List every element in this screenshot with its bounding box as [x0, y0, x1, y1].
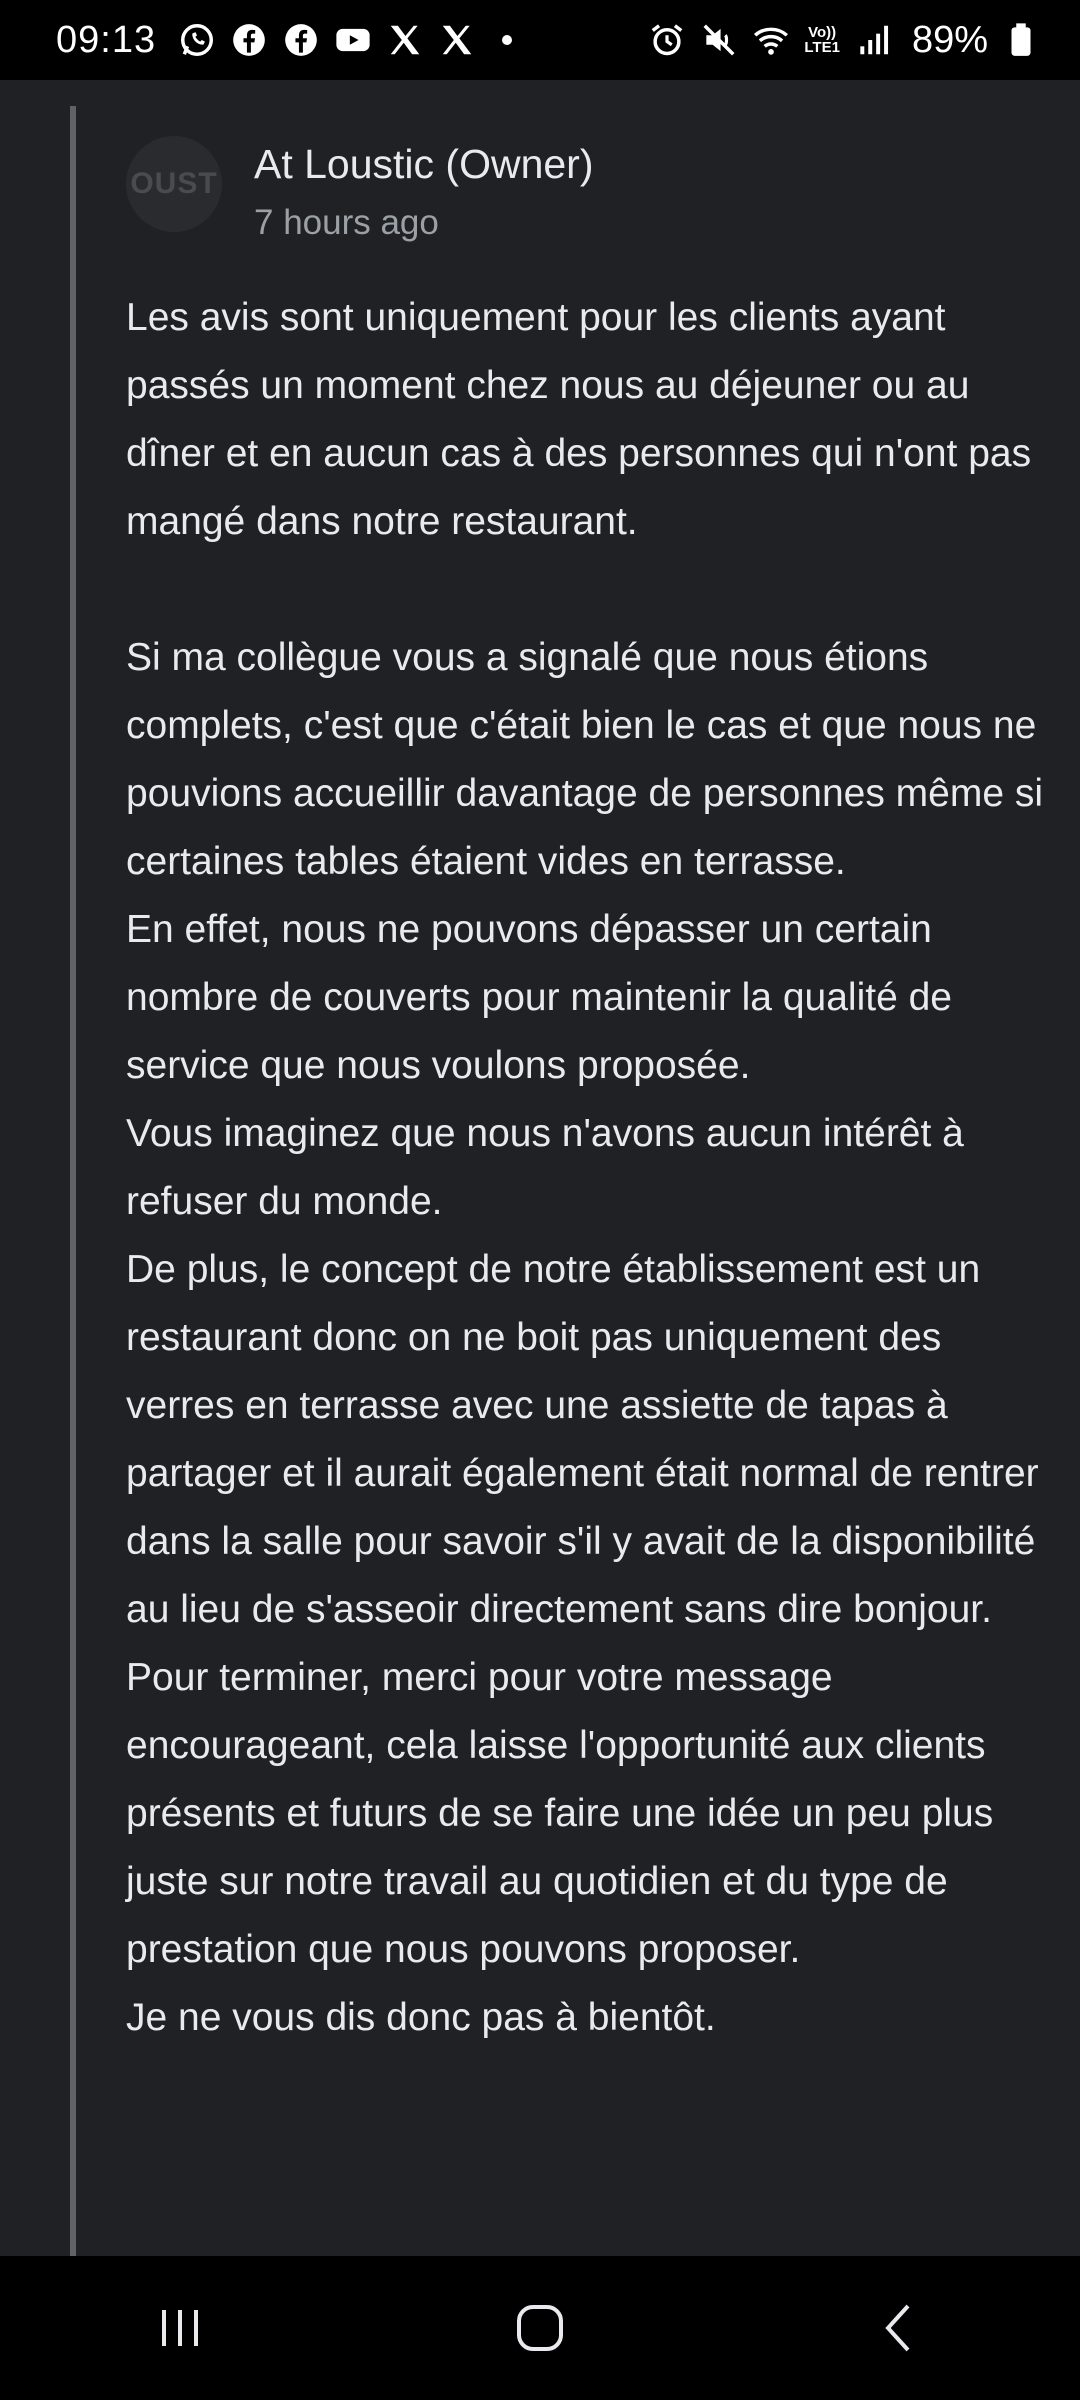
avatar[interactable] [126, 136, 222, 232]
home-icon [510, 2298, 570, 2358]
navigation-bar [0, 2256, 1080, 2400]
reply-header [126, 136, 1046, 248]
owner-name[interactable]: At Loustic (Owner) [254, 141, 594, 187]
facebook-icon [230, 21, 268, 59]
wifi-icon [752, 21, 790, 59]
battery-icon [1002, 21, 1040, 59]
reply-body [126, 284, 1046, 2052]
status-bar [0, 0, 1080, 80]
dot-icon [502, 35, 512, 45]
owner-reply [126, 136, 1046, 2052]
home-button[interactable] [480, 2268, 600, 2388]
lte-label-bottom: LTE1 [804, 39, 840, 56]
status-right [648, 19, 1040, 62]
status-left [56, 19, 512, 62]
battery-percent: 89% [911, 18, 988, 61]
reply-paragraph: Si ma collègue vous a signalé que nous étions complets, c'est que c'était bien le cas et que nous ne pouvions accueillir davantage de personnes même si certaines tables étaient vides en terrasse. [126, 636, 1044, 883]
reply-paragraph: De plus, le concept de notre établissement est un restaurant donc on ne boit pas uniquement des verres en terrasse avec une assiette de tapas à partager et il aurait également était normal de rentrer dans la salle pour savoir s'il y avait de la disponibilité au lieu de s'asseoir directement sans dire bonjour. [126, 1248, 1039, 1631]
reply-paragraph: Les avis sont uniquement pour les clients ayant passés un moment chez nous au déjeuner ou au dîner et en aucun cas à des personnes qui n'ont pas mangé dans notre restaurant. [126, 296, 1032, 543]
back-icon [870, 2298, 930, 2358]
reply-paragraph: Vous imaginez que nous n'avons aucun intérêt à refuser du monde. [126, 1112, 964, 1223]
signal-icon [854, 21, 892, 59]
status-time: 09:13 [56, 18, 157, 61]
back-button[interactable] [840, 2268, 960, 2388]
alarm-icon [648, 21, 686, 59]
reply-paragraph: En effet, nous ne pouvons dépasser un certain nombre de couverts pour maintenir la qualité de service que nous voulons proposée. [126, 908, 952, 1087]
x-icon [438, 21, 476, 59]
owner-info [254, 136, 594, 248]
lte-label-top: Vo)) [808, 24, 837, 41]
x-icon [386, 21, 424, 59]
reply-paragraph: Je ne vous dis donc pas à bientôt. [126, 1996, 716, 2039]
facebook-icon [282, 21, 320, 59]
reply-time: 7 hours ago [254, 203, 439, 242]
recent-apps-button[interactable] [120, 2268, 240, 2388]
volte-lte-icon [804, 25, 840, 55]
paragraph-spacer [126, 556, 1046, 624]
mute-icon [700, 21, 738, 59]
recent-apps-icon [150, 2298, 210, 2358]
thread-indent-line [70, 106, 76, 2256]
whatsapp-icon [178, 21, 216, 59]
avatar-logo-text: OUST [130, 167, 218, 200]
youtube-icon [334, 21, 372, 59]
reply-paragraph: Pour terminer, merci pour votre message encourageant, cela laisse l'opportunité aux clients présents et futurs de se faire une idée un peu plus juste sur notre travail au quotidien et du type de prestation que nous pouvons proposer. [126, 1656, 994, 1971]
